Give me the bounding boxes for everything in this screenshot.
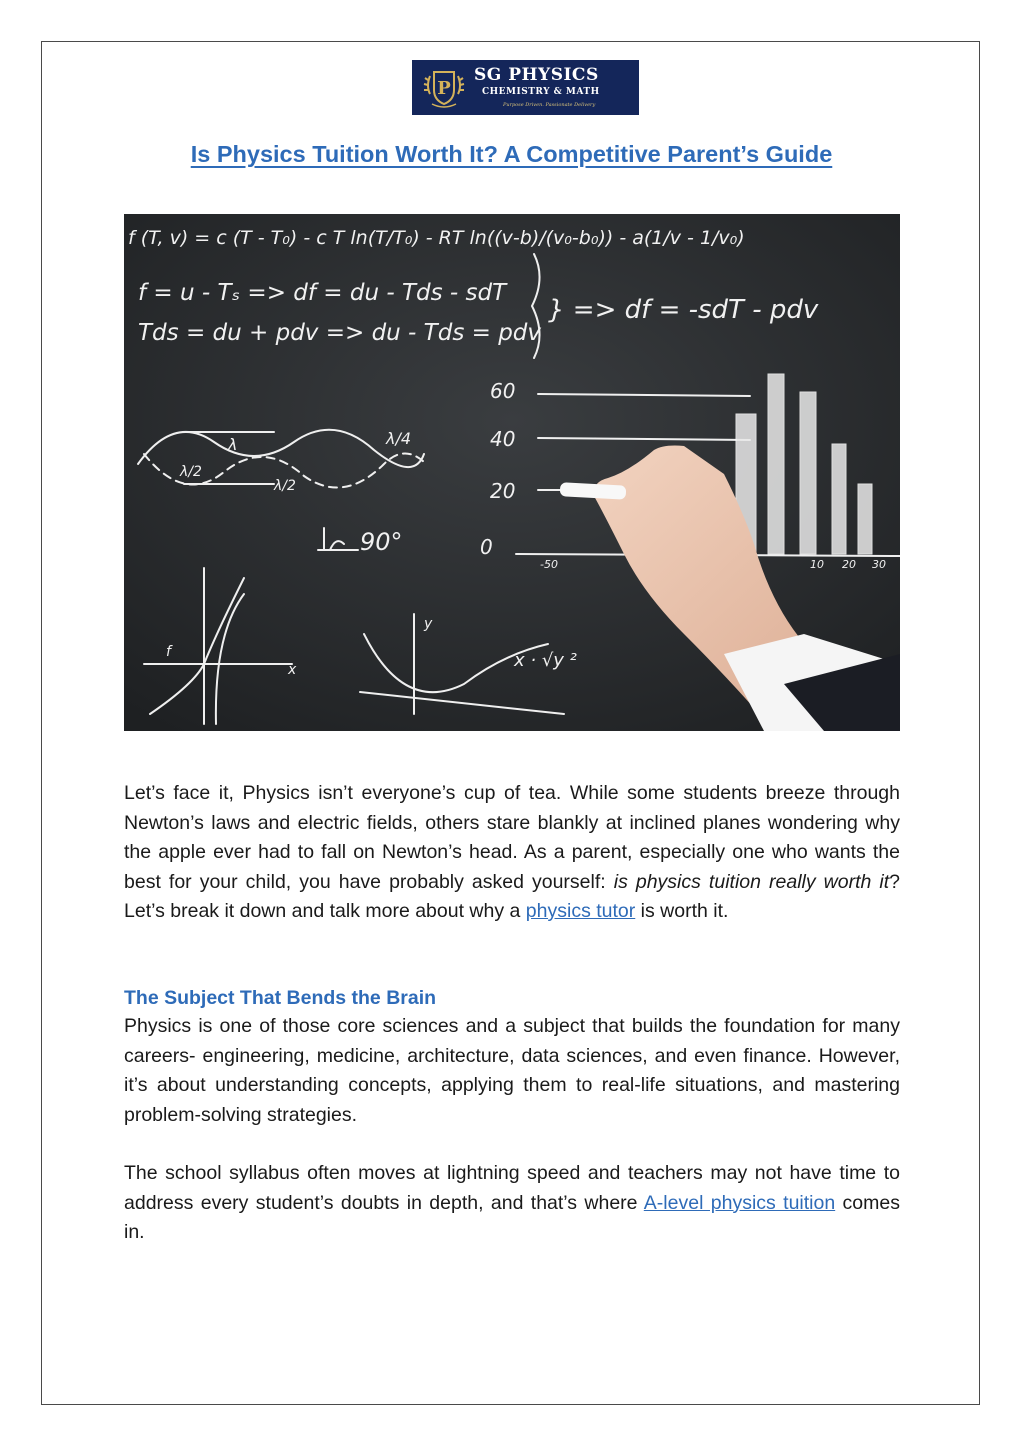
- f-label: f: [166, 644, 171, 660]
- xy-label: x · √y ²: [514, 650, 577, 671]
- tick-20b: 20: [842, 558, 856, 571]
- emblem-letter: P: [437, 78, 451, 99]
- intro-text-1: Let’s face it, Physics isn’t everyone’s cup of tea. While some students breeze through Newton’s laws and electric fields, others stare blankly at inclined planes wondering why the apple ever had to fall on Newton’s head. As a parent, especially one who wants the best for your child, you have probably asked yourself:: [124, 782, 900, 893]
- a-level-physics-tuition-link[interactable]: A-level physics tuition: [643, 1191, 836, 1214]
- intro-text-3: is worth it.: [635, 900, 729, 922]
- equation-4: } => df = -sdT - pdv: [548, 295, 819, 325]
- physics-tutor-link[interactable]: physics tutor: [525, 900, 636, 922]
- logo-tagline: Purpose Driven. Passionate Delivery: [503, 102, 596, 108]
- tick-30: 30: [872, 558, 886, 571]
- angle-label: 90°: [360, 528, 403, 556]
- body-paragraph-2-text-end: comes in.: [124, 1191, 900, 1243]
- tick-neg50: -50: [540, 558, 558, 571]
- tick-10b: 10: [810, 558, 824, 571]
- body-paragraph-1: [124, 1012, 900, 1130]
- tick-20: 20: [490, 479, 516, 503]
- tick-0: 0: [480, 535, 493, 559]
- body-paragraph-1-text: Physics is one of those core sciences and a subject that builds the foundation for many careers- engineering, medicine, architecture, data sciences, and even finance. However, it’s about understanding concepts, applying them to real-life situations, and mastering problem-solving strategies.: [124, 1015, 900, 1126]
- laurel-shield-icon: [420, 64, 468, 111]
- intro-paragraph: [124, 779, 900, 927]
- body-paragraph-2-text: The school syllabus often moves at lightning speed and teachers may not have time to address every student’s doubts in depth, and that’s where: [124, 1162, 900, 1214]
- intro-emphasis: is physics tuition really worth it: [613, 870, 890, 893]
- lambda-half-label-a: λ/2: [180, 464, 202, 480]
- lambda-quarter-label: λ/4: [386, 429, 412, 448]
- page-title[interactable]: Is Physics Tuition Worth It? A Competitive Parent’s Guide: [190, 141, 833, 167]
- intro-text-2: ? Let’s break it down and talk more about why a: [124, 870, 900, 922]
- logo-subtitle: CHEMISTRY & MATH: [482, 87, 600, 97]
- logo-title: SG PHYSICS: [474, 65, 599, 85]
- chalk-bar-4: [832, 444, 846, 554]
- chalk-bar-5: [858, 484, 872, 554]
- chalkboard-image: [124, 214, 900, 731]
- equation-2: f = u - Tₛ => df = du - Tds - sdT: [138, 280, 507, 306]
- lambda-half-label-b: λ/2: [274, 478, 296, 494]
- logo: [412, 60, 639, 115]
- equation-1: f (T, v) = c (T - T₀) - c T ln(T/T₀) - RT ln((v-b)/(v₀-b₀)) - a(1/v - 1/v₀): [128, 227, 745, 249]
- x-axis-label: x: [288, 662, 297, 678]
- body-paragraph-2: [124, 1159, 900, 1248]
- lambda-label: λ: [228, 435, 238, 454]
- equation-3: Tds = du + pdv => du - Tds = pdv: [138, 320, 542, 346]
- tick-60: 60: [490, 379, 516, 403]
- chalk-bar-3: [800, 392, 816, 554]
- tick-40: 40: [490, 427, 516, 451]
- section-heading: The Subject That Bends the Brain: [124, 987, 437, 1009]
- chalk-bar-2: [768, 374, 784, 554]
- y-axis-label: y: [424, 616, 433, 632]
